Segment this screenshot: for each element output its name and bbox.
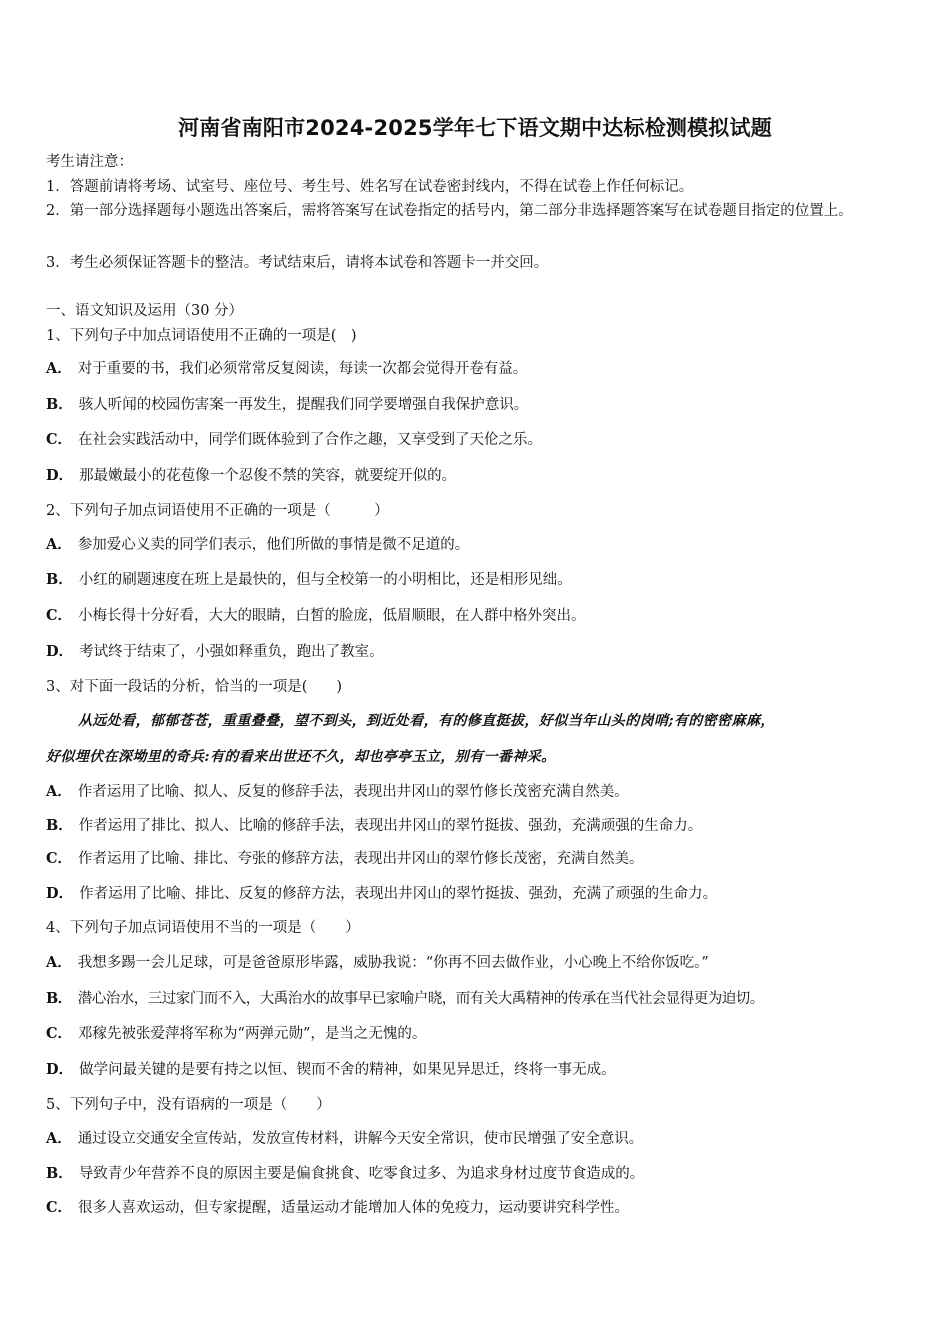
option-label: B．: [46, 990, 72, 1007]
option-text: 小红的刷题速度在班上是最快的，但与全校第一的小明相比，还是相形见绌。: [78, 572, 572, 588]
option-a: [46, 782, 906, 802]
option-label: A．: [46, 783, 72, 800]
option-label: A．: [46, 360, 72, 377]
option-b: [46, 989, 906, 1009]
option-a: [46, 1129, 906, 1149]
option-d: [46, 466, 906, 486]
option-label: A．: [46, 1130, 72, 1147]
option-text: 在社会实践活动中，同学们既体验到了合作之趣，又享受到了天伦之乐。: [78, 432, 543, 448]
option-label: D．: [46, 467, 74, 484]
option-d: [46, 884, 906, 904]
option-text: 对于重要的书，我们必须常常反复阅读，每读一次都会觉得开卷有益。: [77, 361, 528, 377]
option-text: 通过设立交通安全宣传站，发放宣传材料，讲解今天安全常识，使市民增强了安全意识。: [77, 1131, 644, 1147]
question-stem: 1、下列句子中加点词语使用不正确的一项是( ): [46, 328, 357, 344]
option-text: 作者运用了排比、拟人、比喻的修辞手法，表现出井冈山的翠竹挺拔、强劲，充满顽强的生命力。: [78, 818, 703, 834]
option-label: C．: [46, 1199, 73, 1216]
section-heading: 一、语文知识及运用（30 分）: [46, 303, 244, 319]
option-label: D．: [46, 1061, 74, 1078]
option-text: 小梅长得十分好看，大大的眼睛，白皙的脸庞，低眉顺眼，在人群中格外突出。: [78, 608, 586, 624]
option-text: 骇人听闻的校园伤害案一再发生，提醒我们同学要增强自我保护意识。: [78, 397, 529, 413]
option-label: D．: [46, 885, 74, 902]
option-d: [46, 642, 906, 662]
option-text: 我想多踢一会儿足球，可是爸爸原形毕露，威胁我说：“你再不回去做作业，小心晚上不给你饭吃。”: [77, 955, 709, 971]
option-label: C．: [46, 1025, 73, 1042]
notice-item: 1．答题前请将考场、试室号、座位号、考生号、姓名写在试卷密封线内，不得在试卷上作任何标记。: [46, 179, 694, 195]
option-a: [46, 953, 906, 973]
option-c: [46, 849, 906, 869]
question-stem: 5、下列句子中，没有语病的一项是（ ）: [46, 1097, 331, 1113]
option-a: [46, 535, 906, 555]
option-c: [46, 1198, 906, 1218]
option-text: 邓稼先被张爱萍将军称为“两弹元勋”，是当之无愧的。: [78, 1026, 427, 1042]
option-text: 作者运用了比喻、排比、夸张的修辞方法，表现出井冈山的翠竹修长茂密，充满自然美。: [78, 851, 644, 867]
option-c: [46, 606, 906, 626]
option-text: 导致青少年营养不良的原因主要是偏食挑食、吃零食过多、为追求身材过度节食造成的。: [78, 1166, 645, 1182]
question-stem: 2、下列句子加点词语使用不正确的一项是（ ）: [46, 503, 389, 519]
option-text: 那最嫩最小的花苞像一个忍俊不禁的笑容，就要绽开似的。: [79, 468, 457, 484]
option-label: D．: [46, 643, 74, 660]
option-text: 考试终于结束了，小强如释重负，跑出了教室。: [79, 644, 384, 660]
option-text: 作者运用了比喻、排比、反复的修辞方法，表现出井冈山的翠竹挺拔、强劲，充满了顽强的生命力。: [79, 886, 718, 902]
option-label: C．: [46, 607, 73, 624]
option-label: A．: [46, 954, 72, 971]
option-d: [46, 1060, 906, 1080]
option-b: [46, 570, 906, 590]
option-label: B．: [46, 396, 73, 413]
option-label: C．: [46, 850, 73, 867]
option-text: 很多人喜欢运动，但专家提醒，适量运动才能增加人体的免疫力，运动要讲究科学性。: [78, 1200, 630, 1216]
notice-item: 3．考生必须保证答题卡的整洁。考试结束后，请将本试卷和答题卡一并交回。: [46, 255, 549, 271]
option-text: 作者运用了比喻、拟人、反复的修辞手法，表现出井冈山的翠竹修长茂密充满自然美。: [77, 784, 629, 800]
notice-item: 2．第一部分选择题每小题选出答案后，需将答案写在试卷指定的括号内，第二部分非选择题答案写在试卷题目指定的位置上。: [46, 203, 853, 219]
option-c: [46, 1024, 906, 1044]
option-text: 参加爱心义卖的同学们表示，他们所做的事情是微不足道的。: [77, 537, 470, 553]
option-c: [46, 430, 906, 450]
option-b: [46, 395, 906, 415]
option-b: [46, 816, 906, 836]
page-title: 河南省南阳市2024-2025学年七下语文期中达标检测模拟试题: [178, 116, 772, 140]
option-b: [46, 1164, 906, 1184]
option-label: C．: [46, 431, 73, 448]
passage-text: 从远处看，郁郁苍苍，重重叠叠，望不到头，到近处看，有的修直挺拔，好似当年山头的岗哨;有的密密麻麻，: [78, 713, 775, 729]
option-text: 做学问最关键的是要有持之以恒、锲而不舍的精神，如果见异思迁，终将一事无成。: [79, 1062, 616, 1078]
option-label: B．: [46, 571, 73, 588]
question-stem: 3、对下面一段话的分析，恰当的一项是( ): [46, 679, 343, 695]
option-a: [46, 359, 906, 379]
question-stem: 4、下列句子加点词语使用不当的一项是（ ）: [46, 920, 360, 936]
notice-heading: 考生请注意：: [46, 154, 133, 170]
option-label: B．: [46, 1165, 73, 1182]
option-label: B．: [46, 817, 73, 834]
option-text: 潜心治水，三过家门而不入，大禹治水的故事早已家喻户晓，而有关大禹精神的传承在当代社会显得更为迫切。: [77, 991, 764, 1007]
passage-text: 好似埋伏在深坳里的奇兵:有的看来出世还不久，却也亭亭玉立，别有一番神采。: [46, 749, 556, 765]
option-label: A．: [46, 536, 72, 553]
